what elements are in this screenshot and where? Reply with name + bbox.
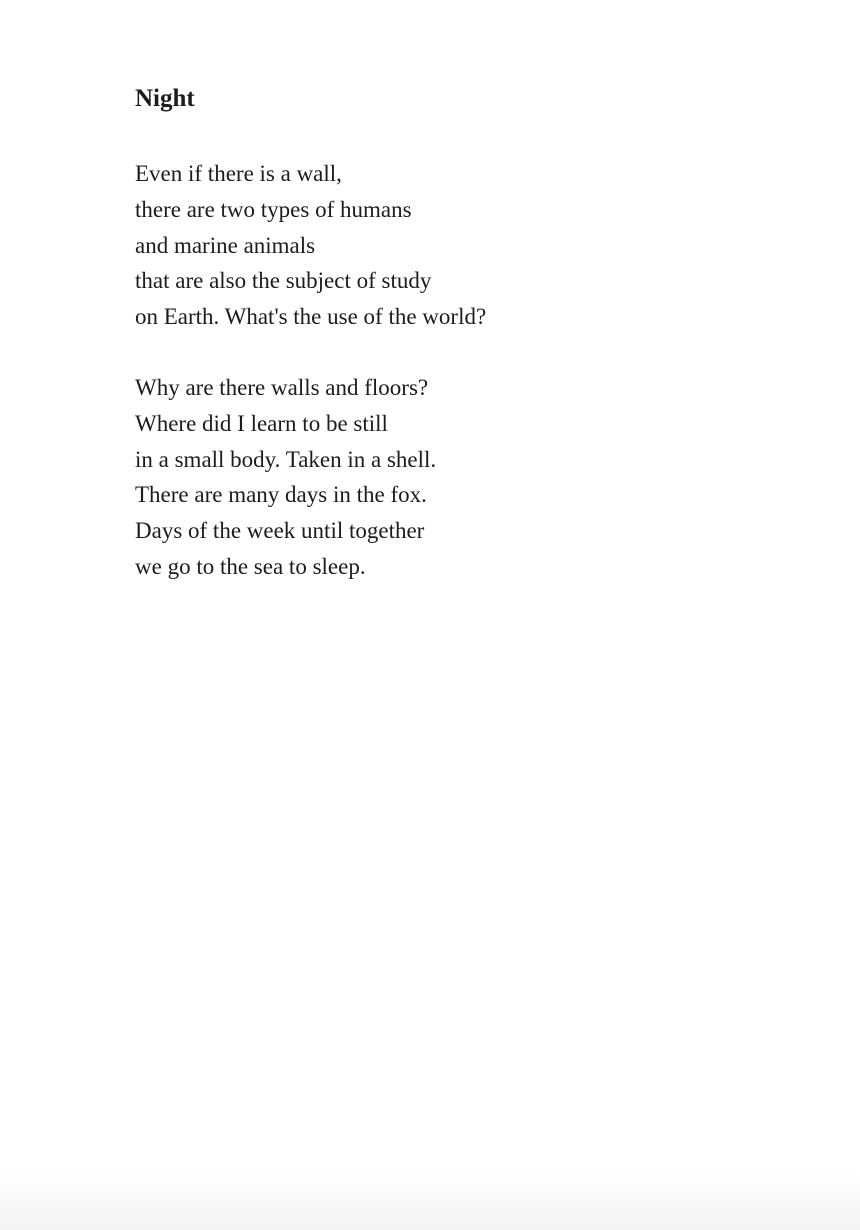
poem-line: Where did I learn to be still [135, 410, 388, 436]
stanza-1 [135, 156, 735, 335]
poem-line: Days of the week until together [135, 518, 425, 544]
poem [135, 82, 735, 585]
poem-line: in a small body. Taken in a shell. [135, 446, 437, 472]
poem-line: that are also the subject of study [135, 268, 432, 294]
poem-line: there are two types of humans [135, 196, 412, 222]
poem-line: on Earth. What's the use of the world? [135, 304, 487, 330]
poem-line: we go to the sea to sleep. [135, 553, 366, 579]
stanza-2 [135, 370, 735, 585]
poem-line: and marine animals [135, 232, 316, 258]
poem-line: Even if there is a wall, [135, 161, 342, 186]
poem-line: Why are there walls and floors? [135, 374, 429, 400]
poem-line: There are many days in the fox. [135, 482, 427, 508]
poem-title: Night [135, 85, 195, 112]
